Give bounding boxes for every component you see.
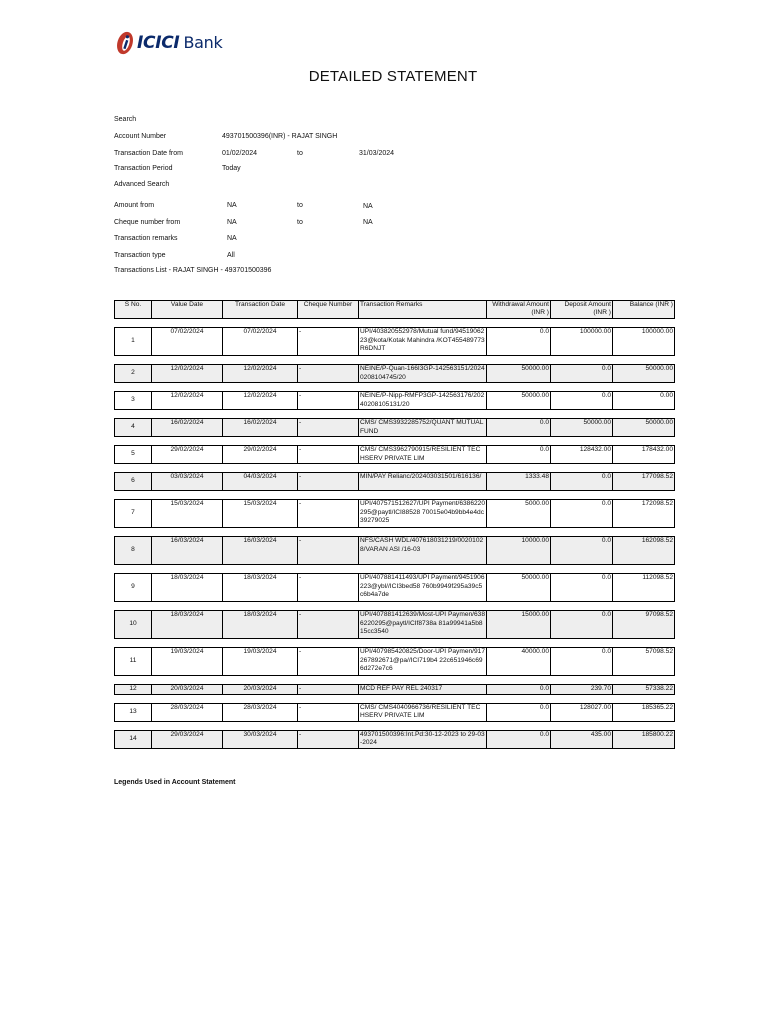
account-number-label: Account Number xyxy=(114,133,167,140)
table-row xyxy=(115,611,675,639)
cell-transaction-date: 28/03/2024 xyxy=(223,703,298,721)
cell-sno: 11 xyxy=(115,648,152,676)
table-row xyxy=(115,648,675,676)
cell-value-date: 18/03/2024 xyxy=(152,574,223,602)
table-row xyxy=(115,500,675,528)
legends-heading: Legends Used in Account Statement xyxy=(114,779,236,786)
cell-transaction-remarks: UPI/407881411493/UPI Payment/9451906223@ybl//ICI3bed58 760b9949f295a39c5c6b4a7de xyxy=(359,574,487,602)
cell-transaction-date: 19/03/2024 xyxy=(223,648,298,676)
cell-value-date: 20/03/2024 xyxy=(152,685,223,695)
row-spacer-cell xyxy=(115,356,675,365)
cell-cheque-number: - xyxy=(298,473,359,491)
cell-cheque-number: - xyxy=(298,574,359,602)
cell-balance: 185800.22 xyxy=(613,730,675,748)
cell-withdrawal-amount: 1333.48 xyxy=(487,473,551,491)
cell-transaction-remarks: CMS/ CMS4040966736/RESILIENT TECHSERV PRIVATE LIM xyxy=(359,703,487,721)
cell-transaction-remarks: UPI/407985420825/Door-UPI Paymen/917267892671@pa//ICI719b4 22c651946c696d272e7c6 xyxy=(359,648,487,676)
cell-value-date: 07/02/2024 xyxy=(152,328,223,356)
amount-from-label: Amount from xyxy=(114,202,155,209)
cell-cheque-number: - xyxy=(298,446,359,464)
cell-balance: 97098.52 xyxy=(613,611,675,639)
type-label: Transaction type xyxy=(114,252,166,259)
cell-deposit-amount: 128432.00 xyxy=(551,446,613,464)
cell-withdrawal-amount: 50000.00 xyxy=(487,365,551,383)
cell-withdrawal-amount: 0.0 xyxy=(487,703,551,721)
date-from-value: 01/02/2024 xyxy=(222,150,258,157)
cell-transaction-remarks: NEINE/P-Nipp-RMFP3GP-142563176/20240208105131/20 xyxy=(359,392,487,410)
cell-transaction-date: 04/03/2024 xyxy=(223,473,298,491)
cell-value-date: 28/03/2024 xyxy=(152,703,223,721)
cell-value-date: 12/02/2024 xyxy=(152,392,223,410)
cell-deposit-amount: 0.0 xyxy=(551,574,613,602)
cell-cheque-number: - xyxy=(298,500,359,528)
cell-cheque-number: - xyxy=(298,703,359,721)
row-spacer-cell xyxy=(115,437,675,446)
row-spacer-cell xyxy=(115,565,675,574)
cheque-to-label: to xyxy=(297,219,303,226)
cell-sno: 7 xyxy=(115,500,152,528)
table-row xyxy=(115,392,675,410)
cell-transaction-remarks: UPI/403820552978/Mutual fund/9451906223@kota/Kotak Mahindra /KOT455489773R6DNJT xyxy=(359,328,487,356)
table-row xyxy=(115,419,675,437)
search-heading: Search xyxy=(114,116,137,123)
cell-balance: 172098.52 xyxy=(613,500,675,528)
cell-deposit-amount: 0.0 xyxy=(551,500,613,528)
cheque-to-value: NA xyxy=(363,219,373,226)
cell-transaction-remarks: CMS/ CMS3932285752/QUANT MUTUAL FUND xyxy=(359,419,487,437)
cell-deposit-amount: 128027.00 xyxy=(551,703,613,721)
table-row xyxy=(115,473,675,491)
cell-withdrawal-amount: 0.0 xyxy=(487,685,551,695)
header-value-date: Value Date xyxy=(152,301,223,319)
row-spacer-cell xyxy=(115,676,675,685)
cell-deposit-amount: 0.0 xyxy=(551,537,613,565)
table-row xyxy=(115,537,675,565)
page-title: DETAILED STATEMENT xyxy=(308,68,478,85)
logo-bank: Bank xyxy=(183,33,223,52)
cell-withdrawal-amount: 5000.00 xyxy=(487,500,551,528)
logo-icici: ICICI xyxy=(137,33,180,53)
remarks-label: Transaction remarks xyxy=(114,235,178,242)
icici-bank-logo xyxy=(114,28,222,58)
row-spacer-cell xyxy=(115,721,675,730)
cell-withdrawal-amount: 50000.00 xyxy=(487,392,551,410)
cell-value-date: 03/03/2024 xyxy=(152,473,223,491)
cell-cheque-number: - xyxy=(298,648,359,676)
cell-transaction-remarks: MCD REF PAY REL 240317 xyxy=(359,685,487,695)
cell-cheque-number: - xyxy=(298,392,359,410)
row-spacer xyxy=(115,491,675,500)
row-spacer xyxy=(115,356,675,365)
cell-sno: 8 xyxy=(115,537,152,565)
cell-sno: 14 xyxy=(115,730,152,748)
cell-deposit-amount: 0.0 xyxy=(551,365,613,383)
cell-transaction-date: 12/02/2024 xyxy=(223,365,298,383)
cell-balance: 57338.22 xyxy=(613,685,675,695)
row-spacer xyxy=(115,565,675,574)
cell-withdrawal-amount: 10000.00 xyxy=(487,537,551,565)
cell-balance: 177098.52 xyxy=(613,473,675,491)
icici-i-logo-icon xyxy=(114,30,136,56)
row-spacer-cell xyxy=(115,410,675,419)
row-spacer-cell xyxy=(115,602,675,611)
row-spacer xyxy=(115,383,675,392)
row-spacer xyxy=(115,676,675,685)
cell-value-date: 16/03/2024 xyxy=(152,537,223,565)
cell-transaction-date: 07/02/2024 xyxy=(223,328,298,356)
cell-balance: 0.00 xyxy=(613,392,675,410)
row-spacer xyxy=(115,437,675,446)
header-transaction-remarks: Transaction Remarks xyxy=(359,301,487,319)
cell-withdrawal-amount: 15000.00 xyxy=(487,611,551,639)
table-row xyxy=(115,365,675,383)
cell-withdrawal-amount: 0.0 xyxy=(487,730,551,748)
table-row xyxy=(115,703,675,721)
row-spacer xyxy=(115,464,675,473)
cell-cheque-number: - xyxy=(298,730,359,748)
row-spacer-cell xyxy=(115,639,675,648)
cell-deposit-amount: 0.0 xyxy=(551,392,613,410)
cheque-from-label: Cheque number from xyxy=(114,219,181,226)
cell-sno: 1 xyxy=(115,328,152,356)
date-to-value: 31/03/2024 xyxy=(359,150,395,157)
cell-withdrawal-amount: 40000.00 xyxy=(487,648,551,676)
cell-sno: 2 xyxy=(115,365,152,383)
header-balance: Balance (INR ) xyxy=(613,301,675,319)
row-spacer-cell xyxy=(115,491,675,500)
amount-to-label: to xyxy=(297,202,303,209)
cell-deposit-amount: 239.70 xyxy=(551,685,613,695)
row-spacer xyxy=(115,721,675,730)
row-spacer xyxy=(115,694,675,703)
cell-transaction-remarks: NEINE/P-Quan-166I3GP-142563151/20240208104745/20 xyxy=(360,365,485,381)
date-to-label: to xyxy=(297,150,303,157)
cell-transaction-remarks: MIN/PAY Relianc/202403031501/616136/ xyxy=(359,473,487,491)
cell-balance: 162098.52 xyxy=(613,537,675,565)
cell-deposit-amount: 435.00 xyxy=(551,730,613,748)
row-spacer-cell xyxy=(115,694,675,703)
row-spacer xyxy=(115,528,675,537)
row-spacer-cell xyxy=(115,383,675,392)
cell-transaction-date: 18/03/2024 xyxy=(223,574,298,602)
cell-transaction-date: 20/03/2024 xyxy=(223,685,298,695)
cell-deposit-amount: 100000.00 xyxy=(551,328,613,356)
cell-withdrawal-amount: 50000.00 xyxy=(487,574,551,602)
table-row xyxy=(115,574,675,602)
advanced-search-heading: Advanced Search xyxy=(114,181,170,188)
cell-withdrawal-amount: 0.0 xyxy=(487,419,551,437)
type-value: All xyxy=(227,252,235,259)
cell-sno: 9 xyxy=(115,574,152,602)
cell-transaction-date: 16/03/2024 xyxy=(223,537,298,565)
cell-value-date: 29/03/2024 xyxy=(152,730,223,748)
row-spacer-cell xyxy=(115,319,675,328)
cell-value-date: 19/03/2024 xyxy=(152,648,223,676)
cell-balance: 112098.52 xyxy=(613,574,675,602)
cell-sno: 5 xyxy=(115,446,152,464)
cell-transaction-date: 30/03/2024 xyxy=(223,730,298,748)
table-row xyxy=(115,446,675,464)
row-spacer-cell xyxy=(115,528,675,537)
transactions-list-heading: Transactions List - RAJAT SINGH - 493701500396 xyxy=(114,267,272,274)
table-row xyxy=(115,730,675,748)
cell-cheque-number: - xyxy=(298,611,359,639)
table-row xyxy=(115,685,675,695)
cell-cheque-number: - xyxy=(298,685,359,695)
cell-value-date: 29/02/2024 xyxy=(152,446,223,464)
cell-sno: 4 xyxy=(115,419,152,437)
cell-deposit-amount: 0.0 xyxy=(551,611,613,639)
cell-transaction-date: 18/03/2024 xyxy=(223,611,298,639)
cell-sno: 3 xyxy=(115,392,152,410)
table-row xyxy=(115,328,675,356)
cell-value-date: 18/03/2024 xyxy=(152,611,223,639)
cell-cheque-number: - xyxy=(298,328,359,356)
table-header-row xyxy=(115,301,675,319)
cheque-from-value: NA xyxy=(227,219,237,226)
row-spacer xyxy=(115,410,675,419)
cell-withdrawal-amount: 0.0 xyxy=(487,328,551,356)
cell-transaction-date: 16/02/2024 xyxy=(223,419,298,437)
cell-balance: 100000.00 xyxy=(613,328,675,356)
cell-transaction-date: 12/02/2024 xyxy=(223,392,298,410)
cell-transaction-remarks: UPI/407571512627/UPI Payment/6386220295@paytl/ICI88528 70015e04b9bb4e4dc39279025 xyxy=(359,500,487,528)
cell-sno: 10 xyxy=(115,611,152,639)
logo-text xyxy=(137,33,222,53)
transactions-table xyxy=(114,300,675,749)
cell-cheque-number: - xyxy=(298,365,359,383)
cell-deposit-amount: 0.0 xyxy=(551,473,613,491)
period-label: Transaction Period xyxy=(114,165,173,172)
row-spacer-cell xyxy=(115,464,675,473)
cell-balance: 178432.00 xyxy=(613,446,675,464)
cell-transaction-remarks: CMS/ CMS3962790915/RESILIENT TECHSERV PRIVATE LIM xyxy=(359,446,487,464)
header-cheque-number: Cheque Number xyxy=(298,301,359,319)
row-spacer xyxy=(115,639,675,648)
cell-deposit-amount: 50000.00 xyxy=(551,419,613,437)
cell-deposit-amount: 0.0 xyxy=(551,648,613,676)
header-deposit-amount: Deposit Amount (INR ) xyxy=(551,301,613,319)
cell-balance: 185365.22 xyxy=(613,703,675,721)
amount-to-value: NA xyxy=(363,203,373,210)
cell-balance: 50000.00 xyxy=(613,365,675,383)
row-spacer xyxy=(115,319,675,328)
cell-value-date: 16/02/2024 xyxy=(152,419,223,437)
cell-transaction-remarks: UPI/407881412639/Most-UPI Paymen/6386220295@paytl/ICIf8738a 81a99941a5b815cc3540 xyxy=(359,611,487,639)
cell-sno: 12 xyxy=(115,685,152,695)
header-transaction-date: Transaction Date xyxy=(223,301,298,319)
period-value: Today xyxy=(222,165,241,172)
cell-transaction-date: 15/03/2024 xyxy=(223,500,298,528)
cell-transaction-date: 29/02/2024 xyxy=(223,446,298,464)
cell-withdrawal-amount: 0.0 xyxy=(487,446,551,464)
cell-transaction-remarks: 493701500396:Int.Pd:30-12-2023 to 29-03-2024 xyxy=(360,730,485,746)
header-withdrawal-amount: Withdrawal Amount (INR ) xyxy=(487,301,551,319)
cell-value-date: 15/03/2024 xyxy=(152,500,223,528)
cell-cheque-number: - xyxy=(298,419,359,437)
cell-balance: 57098.52 xyxy=(613,648,675,676)
account-number-value: 493701500396(INR) - RAJAT SINGH xyxy=(222,133,338,140)
amount-from-value: NA xyxy=(227,202,237,209)
header-sno: S No. xyxy=(115,301,152,319)
remarks-value: NA xyxy=(227,235,237,242)
cell-value-date: 12/02/2024 xyxy=(152,365,223,383)
cell-sno: 6 xyxy=(115,473,152,491)
date-from-label: Transaction Date from xyxy=(114,150,183,157)
row-spacer xyxy=(115,602,675,611)
cell-sno: 13 xyxy=(115,703,152,721)
cell-balance: 50000.00 xyxy=(613,419,675,437)
cell-cheque-number: - xyxy=(298,537,359,565)
cell-transaction-remarks: NFS/CASH WDL/407618031219/00201028/VARAN ASI /16-03 xyxy=(359,537,487,565)
